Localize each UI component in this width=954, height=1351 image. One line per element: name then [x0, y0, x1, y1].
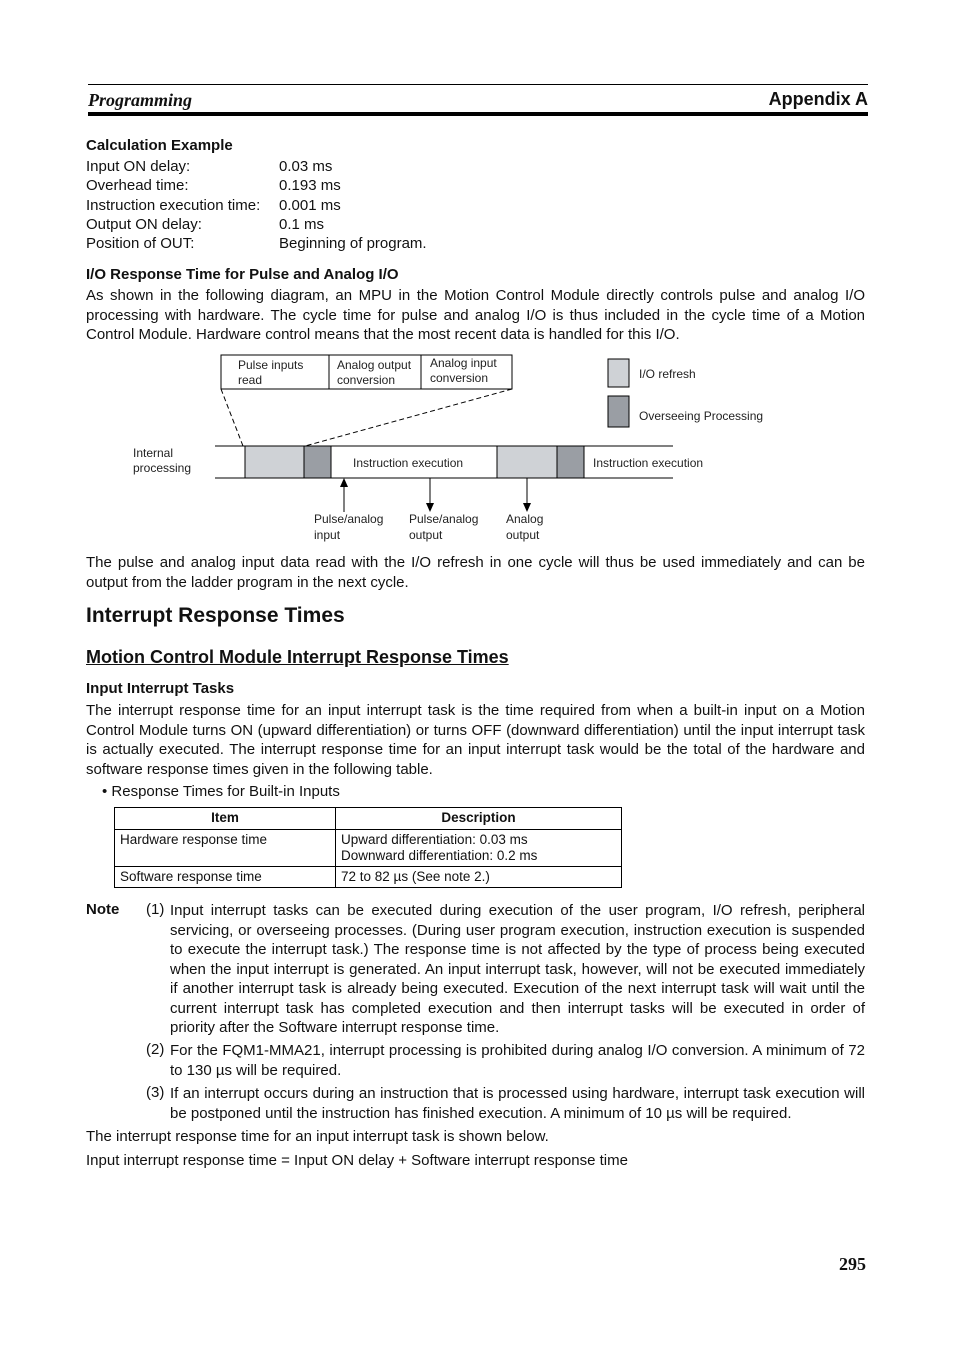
arrow-down-head [523, 503, 531, 512]
note-label: Note [86, 901, 120, 918]
io-refresh-segment [497, 446, 557, 478]
table-header-row [115, 808, 622, 830]
arrow-label-analog-output-1: Analog [506, 512, 544, 526]
io-timing-diagram [0, 340, 954, 555]
calc-row [86, 235, 427, 252]
expansion-line-right [305, 389, 512, 446]
calc-value: 0.03 ms [279, 158, 333, 175]
io-title: I/O Response Time for Pulse and Analog I/O [86, 266, 399, 283]
calc-label: Position of OUT: [86, 235, 195, 252]
note-text: For the FQM1-MMA21, interrupt processing is prohibited during analog I/O conversion. A minimum of 72 to 130 µs will be required. [170, 1042, 865, 1079]
box-analog-output-line1: Analog output [337, 358, 412, 372]
page-number: 295 [839, 1254, 866, 1274]
arrow-label-pulse-analog-output-2: output [409, 528, 443, 542]
calc-label: Input ON delay: [86, 158, 191, 175]
box-analog-input-line2: conversion [430, 371, 489, 385]
formula-line: Input interrupt response time = Input ON delay + Software interrupt response time [86, 1152, 628, 1169]
arrow-label-pulse-analog-output-1: Pulse/analog [409, 512, 479, 526]
response-times-bullet: • Response Times for Built-in Inputs [102, 783, 340, 800]
arrow-label-pulse-analog-input-1: Pulse/analog [314, 512, 384, 526]
table-row [115, 867, 622, 888]
internal-processing-line2: processing [133, 461, 192, 475]
calc-label: Output ON delay: [86, 216, 202, 233]
row-description: 72 to 82 µs (See note 2.) [336, 867, 622, 888]
calc-value: Beginning of program. [279, 235, 427, 252]
calc-row [86, 158, 333, 175]
legend-refresh-swatch [608, 359, 629, 387]
calc-value: 0.1 ms [279, 216, 325, 233]
note-text: If an interrupt occurs during an instruction that is processed using hardware, interrupt task execution will be postponed until the instruction has finished execution. A minimum of 10 µs will be required. [170, 1085, 865, 1122]
table-row [115, 830, 622, 867]
input-interrupt-title: Input Interrupt Tasks [86, 680, 235, 697]
io-paragraph: As shown in the following diagram, an MPU in the Motion Control Module directly controls pulse and analog I/O processing with hardware. The cycle time for pulse and analog I/O is thus included in the cycle time of a Motion Control Module. Hardware control means that the most recent data is handled for this I/O. [86, 287, 865, 343]
section-heading: Interrupt Response Times [86, 604, 345, 627]
legend-oversee-swatch [608, 396, 629, 427]
arrow-label-pulse-analog-input-2: input [314, 528, 341, 542]
response-times-table [114, 807, 622, 888]
col-description: Description [336, 808, 622, 830]
calc-row [86, 216, 325, 233]
header-rule-bottom [88, 112, 868, 116]
arrow-down-head [426, 503, 434, 512]
closing-paragraph: The interrupt response time for an input interrupt task is shown below. [86, 1128, 549, 1145]
header-section: Programming [88, 90, 193, 110]
box-pulse-inputs-read-line2: read [238, 373, 263, 387]
calc-title: Calculation Example [86, 137, 233, 154]
io-refresh-segment [245, 446, 304, 478]
instruction-execution-label: Instruction execution [353, 456, 464, 470]
note-number: (3) [146, 1084, 165, 1101]
box-analog-input-line1: Analog input [430, 356, 497, 370]
box-analog-output-line2: conversion [337, 373, 396, 387]
header-rule-top [88, 84, 868, 85]
interrupt-paragraph: The interrupt response time for an input interrupt task is the time required from when a built-in input on a Motion Control Module turns ON (upward differentiation) or turns OFF (downward differentiation) until the input interrupt task is actually executed. The interrupt response time for an input interrupt task would be the total of the hardware and software response times given in the following table. [86, 702, 865, 778]
instruction-execution-label: Instruction execution [593, 456, 704, 470]
box-pulse-inputs-read-line1: Pulse inputs [238, 358, 304, 372]
calc-row [86, 177, 341, 194]
arrow-up-head [340, 478, 348, 487]
calc-value: 0.193 ms [279, 177, 341, 194]
note-number: (1) [146, 901, 165, 918]
legend-refresh-label: I/O refresh [639, 367, 696, 381]
note-text: Input interrupt tasks can be executed during execution of the user program, I/O refresh, peripheral servicing, or overseeing processes. (During user program execution, instruction execution is suspended to execute the interrupt task.) The response time is not affected by the type of process being executed when the input interrupt is generated. An input interrupt task, however, will not be executed immediately if another interrupt task is already being executed. Execution of the next interrupt task will wait until the current interrupt task has completed execution and then interrupt tasks will be executed in order of priority after the Software interrupt response time. [170, 902, 865, 1036]
header-appendix: Appendix A [768, 89, 868, 109]
calc-row [86, 197, 341, 214]
overseeing-segment [557, 446, 584, 478]
row-item: Hardware response time [115, 830, 336, 867]
note-number: (2) [146, 1041, 165, 1058]
row-item: Software response time [115, 867, 336, 888]
desc-line: Downward differentiation: 0.2 ms [341, 848, 538, 863]
legend-oversee-label: Overseeing Processing [639, 409, 764, 423]
overseeing-segment [304, 446, 331, 478]
calc-label: Instruction execution time: [86, 197, 261, 214]
arrow-label-analog-output-2: output [506, 528, 540, 542]
subsection-heading: Motion Control Module Interrupt Response Times [86, 647, 509, 667]
expansion-line-left [221, 389, 243, 446]
calc-value: 0.001 ms [279, 197, 341, 214]
internal-processing-line1: Internal [133, 446, 174, 460]
calc-label: Overhead time: [86, 177, 189, 194]
desc-line: Upward differentiation: 0.03 ms [341, 832, 528, 847]
io-after-paragraph: The pulse and analog input data read with the I/O refresh in one cycle will thus be used immediately and can be output from the ladder program in the next cycle. [86, 554, 865, 591]
col-item: Item [115, 808, 336, 830]
row-description [336, 830, 622, 867]
